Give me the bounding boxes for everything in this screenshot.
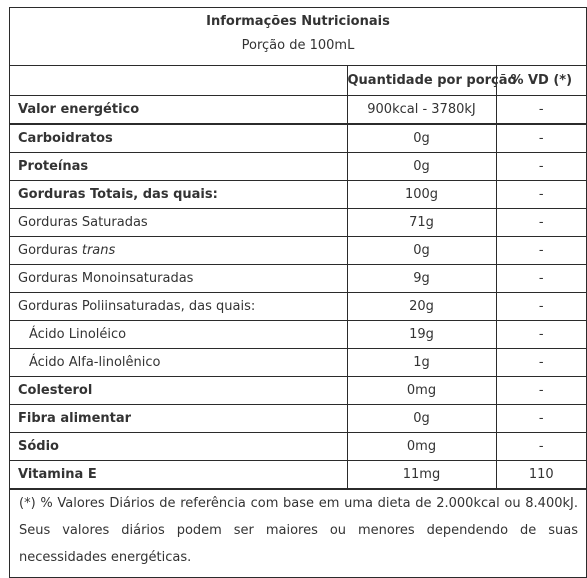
table-row [10, 321, 586, 349]
table-row [10, 349, 586, 377]
nutrient-quantity: 1g [347, 349, 496, 377]
nutrient-quantity: 20g [347, 293, 496, 321]
nutrient-quantity: 0g [347, 405, 496, 433]
nutrient-quantity: 0mg [347, 377, 496, 405]
nutrient-name: Colesterol [10, 377, 347, 405]
nutrient-name: Ácido Alfa-linolênico [10, 349, 347, 377]
daily-value-column-header: % VD (*) [496, 66, 586, 96]
nutrient-name-italic: trans [81, 243, 116, 258]
table-row [10, 124, 586, 153]
nutrient-name: Gorduras [18, 243, 78, 258]
serving-size: Porção de 100mL [241, 38, 355, 53]
quantity-column-header: Quantidade por porção [347, 66, 496, 96]
nutrient-daily-value: - [496, 349, 586, 377]
nutrient-daily-value: - [496, 265, 586, 293]
nutrient-name: Fibra alimentar [10, 405, 347, 433]
table-row [10, 461, 586, 490]
nutrient-daily-value: - [496, 433, 586, 461]
nutrient-name: Gorduras Poliinsaturadas, das quais: [10, 293, 347, 321]
nutrient-quantity: 11mg [347, 461, 496, 490]
table-row [10, 96, 586, 125]
nutrient-name: Sódio [10, 433, 347, 461]
nutrient-name: Proteínas [10, 153, 347, 181]
nutrient-daily-value: - [496, 321, 586, 349]
nutrient-name: Gorduras Monoinsaturadas [10, 265, 347, 293]
nutrient-daily-value: - [496, 377, 586, 405]
nutrient-quantity: 100g [347, 181, 496, 209]
nutrient-quantity: 0g [347, 237, 496, 265]
nutrient-column-header [10, 66, 347, 96]
nutrient-name: Valor energético [10, 96, 347, 125]
nutrient-quantity: 19g [347, 321, 496, 349]
nutrient-quantity: 900kcal - 3780kJ [347, 96, 496, 125]
nutrient-daily-value: - [496, 405, 586, 433]
nutrient-daily-value: 110 [496, 461, 586, 490]
table-row [10, 181, 586, 209]
nutrient-table [10, 66, 586, 490]
nutrient-name: Gorduras Totais, das quais: [10, 181, 347, 209]
nutrient-daily-value: - [496, 181, 586, 209]
nutrient-daily-value: - [496, 293, 586, 321]
nutrient-quantity: 0g [347, 124, 496, 153]
table-title: Informações Nutricionais [206, 14, 390, 29]
nutrient-name: Carboidratos [10, 124, 347, 153]
table-row [10, 377, 586, 405]
nutrient-quantity: 71g [347, 209, 496, 237]
nutrient-name: Ácido Linoléico [10, 321, 347, 349]
table-row [10, 405, 586, 433]
table-row [10, 265, 586, 293]
nutrition-facts-table [9, 7, 587, 578]
nutrient-daily-value: - [496, 124, 586, 153]
nutrient-daily-value: - [496, 153, 586, 181]
nutrient-name: Gorduras Saturadas [10, 209, 347, 237]
column-header-row [10, 66, 586, 96]
table-row [10, 153, 586, 181]
nutrient-daily-value: - [496, 96, 586, 125]
table-row [10, 293, 586, 321]
footnote: (*) % Valores Diários de referência com base em uma dieta de 2.000kcal ou 8.400kJ. Seus valores diários podem ser maiores ou menores dependendo de suas necessidades energéticas. [19, 496, 578, 565]
nutrient-quantity: 0mg [347, 433, 496, 461]
nutrient-quantity: 0g [347, 153, 496, 181]
nutrient-daily-value: - [496, 209, 586, 237]
table-row [10, 433, 586, 461]
nutrient-quantity: 9g [347, 265, 496, 293]
nutrient-daily-value: - [496, 237, 586, 265]
table-row [10, 237, 586, 265]
nutrient-name: Vitamina E [10, 461, 347, 490]
table-row [10, 209, 586, 237]
table-header [10, 8, 586, 66]
nutrient-name-cell [10, 237, 347, 265]
